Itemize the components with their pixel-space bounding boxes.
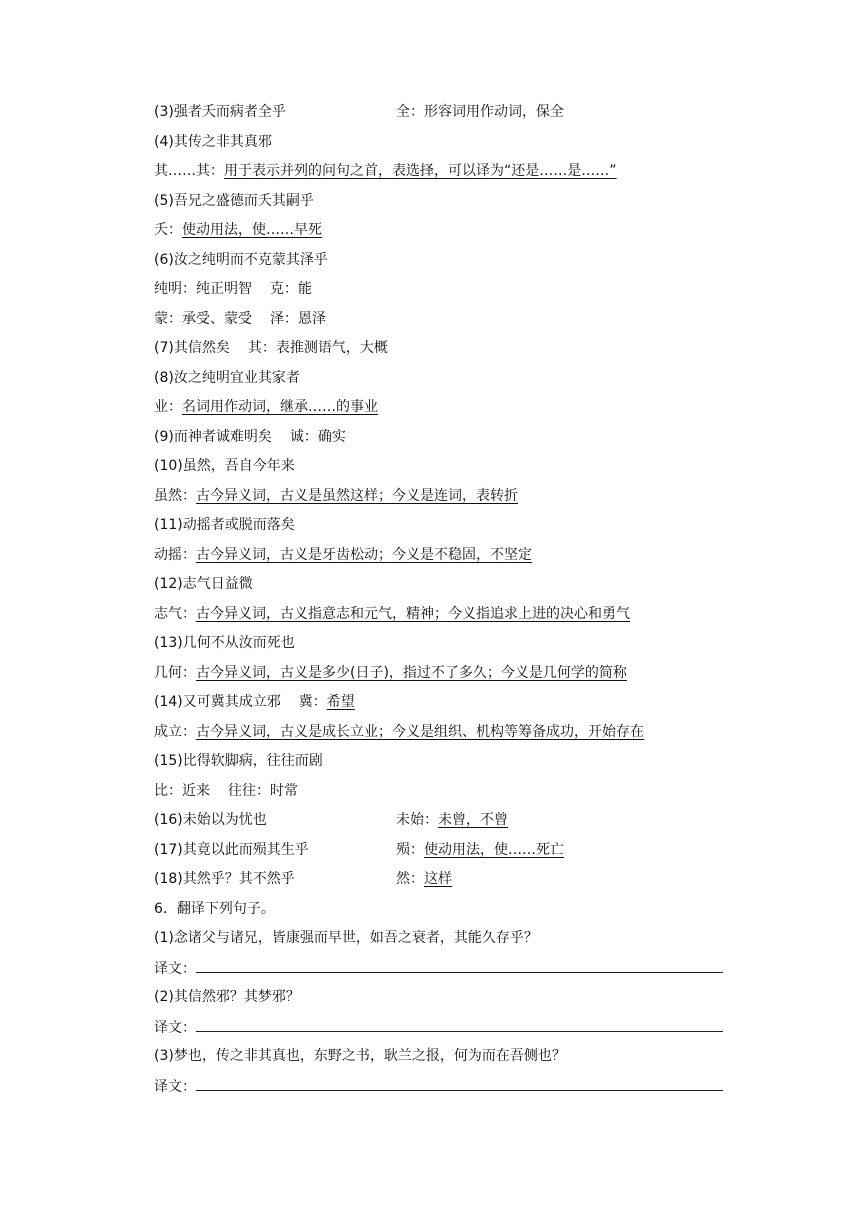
question-text: (11)动摇者或脱而落矣 [154, 517, 295, 533]
answer-text: 诚：确实 [289, 428, 346, 445]
answer-label: 夭： [154, 222, 182, 238]
question-text: (15)比得软脚病，往往而剧 [154, 753, 323, 769]
section-heading: 6．翻译下列句子。 [154, 900, 275, 917]
translation-blank[interactable] [196, 954, 723, 973]
translate-answer-2 [154, 1013, 734, 1043]
translate-answer-3 [154, 1072, 734, 1102]
item-10 [154, 452, 734, 482]
item-3 [154, 98, 734, 128]
item-12 [154, 570, 734, 600]
translation-label: 译文： [154, 1019, 196, 1036]
translation-label: 译文： [154, 960, 196, 977]
question-text: (7)其信然矣 [154, 340, 230, 356]
answer-label: 全： [396, 104, 424, 120]
question-text: (8)汝之纯明宜业其家者 [154, 369, 300, 386]
item-6-answer-2 [154, 305, 734, 335]
sentence-text: (2)其信然邪？其梦邪？ [154, 989, 300, 1005]
item-14-answer [154, 718, 734, 748]
question-text: (4)其传之非其真邪 [154, 133, 272, 150]
answer-label: 其……其： [154, 163, 224, 179]
question-text: (16)未始以为忧也 [154, 812, 267, 828]
item-8-answer [154, 393, 734, 423]
answer-text: 使动用法，使……死亡 [424, 841, 564, 858]
item-4 [154, 128, 734, 158]
item-16 [154, 806, 734, 836]
answer-text: 往往：时常 [228, 782, 298, 799]
question-text: (5)吾兄之盛德而夭其嗣乎 [154, 192, 314, 209]
question-text: (9)而神者诚难明矣 [154, 428, 272, 445]
answer-text: 希望 [326, 694, 355, 710]
item-13-answer [154, 659, 734, 689]
question-text: (17)其竟以此而殒其生乎 [154, 841, 309, 858]
question-text: (12)志气日益微 [154, 576, 253, 592]
answer-text: 名词用作动词，继承……的事业 [182, 399, 378, 415]
answer-label: 殒： [396, 841, 424, 858]
answer-label: 业： [154, 399, 182, 415]
answer-text: 这样 [424, 871, 452, 887]
answer-text: 形容词用作动词，保全 [424, 104, 564, 120]
document-page [154, 98, 734, 1101]
answer-label: 冀： [298, 694, 327, 710]
answer-text: 比：近来 [154, 782, 210, 799]
translate-sentence-1 [154, 924, 734, 954]
item-17 [154, 836, 734, 866]
answer-label: 几何： [154, 664, 196, 681]
item-13 [154, 629, 734, 659]
item-9 [154, 423, 734, 453]
question-text: (10)虽然，吾自今年来 [154, 458, 295, 474]
item-12-answer [154, 600, 734, 630]
answer-text: 克：能 [270, 281, 312, 297]
sentence-text: (1)念诸父与诸兄，皆康强而早世，如吾之衰者，其能久存乎？ [154, 930, 538, 946]
answer-column [396, 836, 564, 866]
answer-column [396, 865, 452, 895]
item-18 [154, 865, 734, 895]
answer-text: 纯明：纯正明智 [154, 281, 252, 297]
answer-label: 志气： [154, 605, 196, 622]
answer-label: 成立： [154, 723, 196, 740]
item-7 [154, 334, 734, 364]
question-text: (3)强者夭而病者全乎 [154, 104, 286, 120]
answer-text: 古今异义词，古义是虽然这样；今义是连词，表转折 [196, 487, 518, 504]
answer-text: 古今异义词，古义是多少(日子)，指过不了多久；今义是几何学的简称 [196, 664, 627, 681]
translate-sentence-3 [154, 1042, 734, 1072]
translation-label: 译文： [154, 1078, 196, 1095]
item-10-answer [154, 482, 734, 512]
answer-text: 古今异义词，古义是牙齿松动；今义是不稳固，不坚定 [196, 546, 532, 563]
answer-text: 古今异义词，古义指意志和元气，精神；今义指追求上进的决心和勇气 [196, 605, 630, 622]
item-5-answer [154, 216, 734, 246]
answer-label: 虽然： [154, 487, 196, 504]
item-15-answer [154, 777, 734, 807]
question-text: (13)几何不从汝而死也 [154, 635, 295, 651]
translate-answer-1 [154, 954, 734, 984]
item-8 [154, 364, 734, 394]
translation-blank[interactable] [196, 1072, 723, 1091]
sentence-text: (3)梦也，传之非其真也，东野之书，耿兰之报，何为而在吾侧也？ [154, 1048, 566, 1064]
section-6-heading [154, 895, 734, 925]
answer-column [396, 98, 564, 128]
item-11-answer [154, 541, 734, 571]
question-text: (18)其然乎？其不然乎 [154, 871, 295, 887]
item-6 [154, 246, 734, 276]
item-6-answer-1 [154, 275, 734, 305]
item-4-answer [154, 157, 734, 187]
answer-text: 其：表推测语气，大概 [247, 340, 388, 356]
answer-text: 蒙：承受、蒙受 [154, 310, 252, 327]
answer-label: 动摇： [154, 546, 196, 563]
answer-text: 泽：恩泽 [270, 310, 326, 327]
item-14 [154, 688, 734, 718]
answer-text: 使动用法，使……早死 [182, 222, 322, 238]
answer-label: 然： [396, 871, 424, 887]
translation-blank[interactable] [196, 1013, 723, 1032]
answer-text: 用于表示并列的问句之首，表选择，可以译为“还是……是……” [224, 163, 617, 179]
item-15 [154, 747, 734, 777]
answer-label: 未始： [396, 812, 438, 828]
translate-sentence-2 [154, 983, 734, 1013]
question-text: (6)汝之纯明而不克蒙其泽乎 [154, 251, 328, 268]
item-5 [154, 187, 734, 217]
item-11 [154, 511, 734, 541]
question-text: (14)又可冀其成立邪 [154, 694, 281, 710]
answer-text: 古今异义词，古义是成长立业；今义是组织、机构等筹备成功，开始存在 [196, 723, 644, 740]
answer-text: 未曾，不曾 [438, 812, 508, 828]
answer-column [396, 806, 508, 836]
